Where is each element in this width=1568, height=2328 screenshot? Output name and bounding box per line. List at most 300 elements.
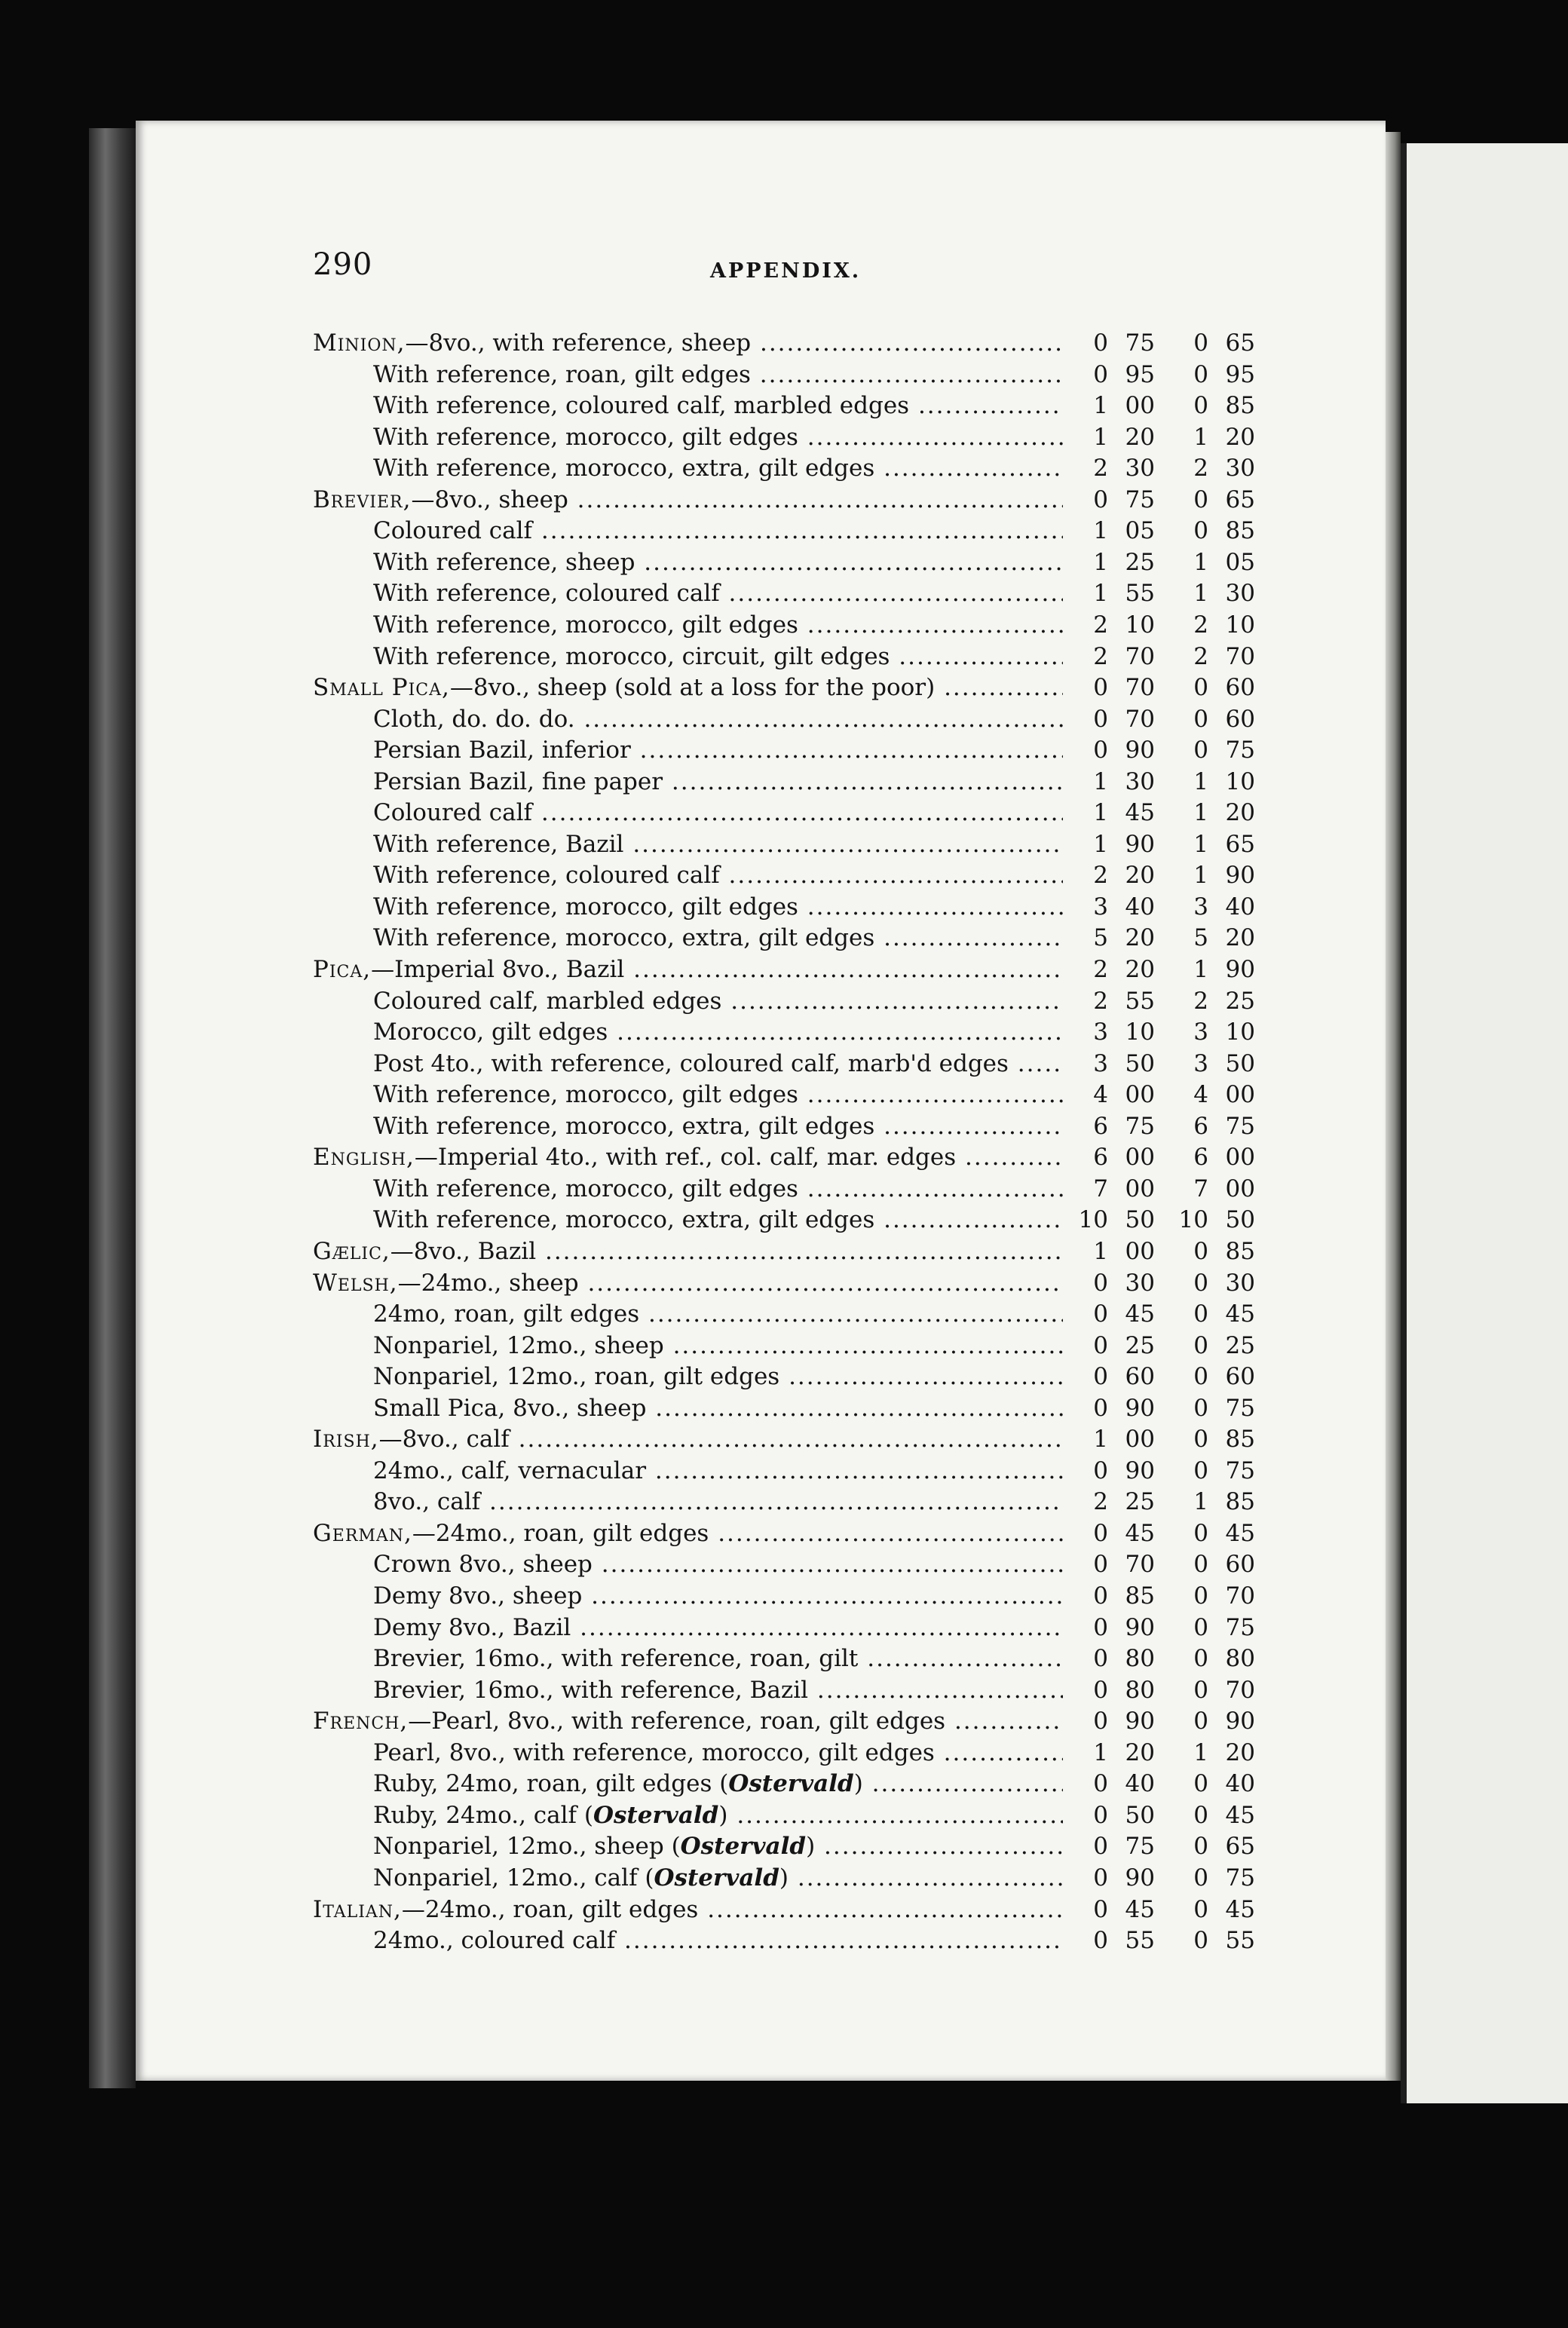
price-cents-2: 00 bbox=[1225, 1144, 1255, 1172]
binding-text: With reference, morocco, extra, gilt edges bbox=[373, 1206, 875, 1234]
item-description bbox=[373, 1111, 1063, 1142]
price-cents-2: 75 bbox=[1225, 1613, 1255, 1641]
price-cents-1: 75 bbox=[1125, 1112, 1155, 1140]
price-cents-1: 90 bbox=[1125, 737, 1155, 764]
price-dollars-1: 0 bbox=[1093, 1457, 1108, 1484]
price-dollars-2: 1 bbox=[1193, 767, 1208, 795]
price-dollars-2: 1 bbox=[1193, 548, 1208, 576]
price-cents-2: 50 bbox=[1225, 1206, 1255, 1234]
price-row bbox=[313, 453, 1278, 484]
price-cents-1: 45 bbox=[1125, 799, 1155, 827]
binding-text: Ruby, 24mo., calf ( bbox=[373, 1801, 593, 1829]
page-number: 290 bbox=[313, 247, 373, 282]
price-dollars-1: 3 bbox=[1093, 1049, 1108, 1077]
price-dollars-1: 6 bbox=[1093, 1144, 1108, 1172]
item-description bbox=[373, 1738, 1063, 1769]
price-cents-2: 75 bbox=[1225, 1112, 1255, 1140]
price-dollars-1: 0 bbox=[1093, 1582, 1108, 1610]
version-heading: Brevier, bbox=[313, 486, 412, 513]
edition-name: Ostervald bbox=[593, 1801, 719, 1829]
price-dollars-1: 2 bbox=[1093, 862, 1108, 890]
binding-text: —Pearl, 8vo., with reference, roan, gilt edges bbox=[408, 1708, 946, 1735]
price-row bbox=[313, 1895, 1278, 1925]
closing-paren: ) bbox=[718, 1801, 728, 1829]
price-row bbox=[313, 1925, 1278, 1956]
price-cents-2: 20 bbox=[1225, 423, 1255, 451]
price-dollars-1: 0 bbox=[1093, 674, 1108, 702]
item-description bbox=[373, 704, 1063, 735]
item-description bbox=[313, 485, 1063, 516]
binding-text: Nonpariel, 12mo., roan, gilt edges bbox=[373, 1363, 780, 1391]
price-cents-1: 80 bbox=[1125, 1645, 1155, 1673]
item-description bbox=[313, 1706, 1063, 1737]
price-dollars-1: 10 bbox=[1078, 1206, 1108, 1234]
price-cents-1: 20 bbox=[1125, 1738, 1155, 1766]
price-row bbox=[313, 954, 1278, 985]
price-row bbox=[313, 1331, 1278, 1362]
binding-text: Ruby, 24mo, roan, gilt edges ( bbox=[373, 1770, 729, 1798]
price-cents-1: 70 bbox=[1125, 674, 1155, 702]
price-cents-2: 45 bbox=[1225, 1519, 1255, 1547]
price-cents-2: 40 bbox=[1225, 893, 1255, 920]
price-cents-2: 85 bbox=[1225, 517, 1255, 545]
price-dollars-2: 2 bbox=[1193, 987, 1208, 1015]
price-row bbox=[313, 672, 1278, 703]
price-dollars-2: 0 bbox=[1193, 1613, 1208, 1641]
price-cents-1: 00 bbox=[1125, 1426, 1155, 1453]
price-row bbox=[313, 422, 1278, 453]
price-dollars-1: 0 bbox=[1093, 1331, 1108, 1359]
price-row bbox=[313, 1017, 1278, 1048]
price-row bbox=[313, 1080, 1278, 1110]
price-cents-1: 10 bbox=[1125, 1018, 1155, 1046]
price-cents-1: 75 bbox=[1125, 1833, 1155, 1861]
item-description bbox=[373, 1174, 1063, 1205]
price-dollars-2: 0 bbox=[1193, 1927, 1208, 1955]
price-cents-2: 95 bbox=[1225, 360, 1255, 388]
binding-text: Coloured calf bbox=[373, 799, 533, 827]
price-dollars-2: 0 bbox=[1193, 1363, 1208, 1391]
item-description bbox=[373, 1393, 1063, 1424]
price-cents-1: 40 bbox=[1125, 1770, 1155, 1798]
price-dollars-1: 0 bbox=[1093, 1927, 1108, 1955]
price-row bbox=[313, 1049, 1278, 1080]
price-row bbox=[313, 1613, 1278, 1643]
price-cents-2: 75 bbox=[1225, 1864, 1255, 1892]
version-heading: French, bbox=[313, 1708, 409, 1735]
price-cents-1: 90 bbox=[1125, 1613, 1155, 1641]
binding-text: —8vo., with reference, sheep bbox=[405, 329, 752, 357]
price-cents-1: 20 bbox=[1125, 862, 1155, 890]
item-description bbox=[373, 1675, 1063, 1706]
binding-text: Crown 8vo., sheep bbox=[373, 1551, 593, 1579]
price-cents-1: 50 bbox=[1125, 1206, 1155, 1234]
price-dollars-2: 0 bbox=[1193, 517, 1208, 545]
version-heading: German, bbox=[313, 1519, 412, 1547]
price-cents-2: 75 bbox=[1225, 1394, 1255, 1422]
price-cents-1: 95 bbox=[1125, 360, 1155, 388]
item-description bbox=[373, 516, 1063, 547]
price-dollars-2: 0 bbox=[1193, 705, 1208, 733]
binding-text: With reference, coloured calf bbox=[373, 580, 720, 608]
price-cents-1: 25 bbox=[1125, 548, 1155, 576]
price-cents-2: 25 bbox=[1225, 1331, 1255, 1359]
price-dollars-1: 2 bbox=[1093, 987, 1108, 1015]
price-row bbox=[313, 642, 1278, 672]
price-cents-1: 05 bbox=[1125, 517, 1155, 545]
price-cents-2: 45 bbox=[1225, 1895, 1255, 1923]
item-description bbox=[313, 954, 1063, 985]
price-cents-2: 20 bbox=[1225, 924, 1255, 952]
binding-text: With reference, morocco, extra, gilt edges bbox=[373, 455, 875, 482]
version-heading: Pica, bbox=[313, 956, 372, 983]
version-heading: Minion, bbox=[313, 329, 406, 357]
price-cents-1: 90 bbox=[1125, 1394, 1155, 1422]
price-cents-1: 55 bbox=[1125, 580, 1155, 608]
price-cents-2: 60 bbox=[1225, 1363, 1255, 1391]
price-dollars-1: 1 bbox=[1093, 1738, 1108, 1766]
price-cents-1: 00 bbox=[1125, 1081, 1155, 1109]
price-row bbox=[313, 1738, 1278, 1769]
price-cents-1: 00 bbox=[1125, 1144, 1155, 1172]
binding-text: 8vo., calf bbox=[373, 1488, 481, 1516]
price-cents-2: 45 bbox=[1225, 1300, 1255, 1328]
price-cents-2: 85 bbox=[1225, 392, 1255, 420]
price-dollars-2: 1 bbox=[1193, 1488, 1208, 1516]
price-cents-2: 05 bbox=[1225, 548, 1255, 576]
price-dollars-1: 2 bbox=[1093, 611, 1108, 639]
price-row bbox=[313, 860, 1278, 891]
price-dollars-2: 0 bbox=[1193, 1895, 1208, 1923]
price-row bbox=[313, 1581, 1278, 1612]
price-cents-2: 30 bbox=[1225, 580, 1255, 608]
price-dollars-2: 0 bbox=[1193, 1833, 1208, 1861]
price-row bbox=[313, 1205, 1278, 1236]
price-cents-2: 60 bbox=[1225, 1551, 1255, 1579]
price-row bbox=[313, 1299, 1278, 1330]
item-description bbox=[373, 1017, 1063, 1048]
price-dollars-1: 1 bbox=[1093, 548, 1108, 576]
price-cents-2: 60 bbox=[1225, 705, 1255, 733]
price-cents-1: 30 bbox=[1125, 767, 1155, 795]
price-cents-2: 30 bbox=[1225, 1269, 1255, 1297]
item-description bbox=[373, 547, 1063, 578]
price-cents-2: 10 bbox=[1225, 767, 1255, 795]
price-dollars-2: 0 bbox=[1193, 1770, 1208, 1798]
price-dollars-1: 0 bbox=[1093, 1676, 1108, 1704]
price-cents-1: 90 bbox=[1125, 1457, 1155, 1484]
price-cents-2: 25 bbox=[1225, 987, 1255, 1015]
price-dollars-2: 0 bbox=[1193, 1394, 1208, 1422]
item-description bbox=[373, 1925, 1063, 1956]
item-description bbox=[313, 328, 1063, 359]
price-dollars-2: 0 bbox=[1193, 737, 1208, 764]
binding-text: With reference, sheep bbox=[373, 548, 635, 576]
price-dollars-1: 1 bbox=[1093, 1237, 1108, 1265]
price-cents-2: 90 bbox=[1225, 1708, 1255, 1735]
price-cents-2: 20 bbox=[1225, 799, 1255, 827]
price-dollars-2: 2 bbox=[1193, 642, 1208, 670]
price-row bbox=[313, 1549, 1278, 1580]
closing-paren: ) bbox=[853, 1770, 863, 1798]
item-description bbox=[313, 672, 1063, 703]
edition-name: Ostervald bbox=[680, 1833, 807, 1861]
item-description bbox=[373, 892, 1063, 923]
price-cents-2: 10 bbox=[1225, 611, 1255, 639]
price-dollars-1: 5 bbox=[1093, 924, 1108, 952]
price-cents-2: 10 bbox=[1225, 1018, 1255, 1046]
price-row bbox=[313, 1643, 1278, 1674]
price-row bbox=[313, 1487, 1278, 1518]
price-row bbox=[313, 547, 1278, 578]
binding-text: With reference, morocco, extra, gilt edges bbox=[373, 1112, 875, 1140]
item-description bbox=[373, 986, 1063, 1017]
price-dollars-1: 0 bbox=[1093, 360, 1108, 388]
binding-text: With reference, morocco, gilt edges bbox=[373, 1175, 798, 1202]
price-dollars-1: 2 bbox=[1093, 455, 1108, 482]
price-cents-1: 75 bbox=[1125, 486, 1155, 513]
item-description bbox=[373, 610, 1063, 641]
binding-text: With reference, roan, gilt edges bbox=[373, 360, 751, 388]
item-description bbox=[373, 860, 1063, 891]
price-dollars-2: 0 bbox=[1193, 1582, 1208, 1610]
price-dollars-2: 1 bbox=[1193, 580, 1208, 608]
price-row bbox=[313, 923, 1278, 954]
price-cents-2: 80 bbox=[1225, 1645, 1255, 1673]
price-row bbox=[313, 1111, 1278, 1142]
item-description bbox=[373, 360, 1063, 391]
item-description bbox=[373, 1549, 1063, 1580]
price-dollars-2: 0 bbox=[1193, 1331, 1208, 1359]
price-cents-1: 50 bbox=[1125, 1801, 1155, 1829]
price-dollars-1: 0 bbox=[1093, 1645, 1108, 1673]
price-cents-1: 20 bbox=[1125, 423, 1155, 451]
binding-text: With reference, coloured calf, marbled edges bbox=[373, 392, 910, 420]
price-dollars-2: 0 bbox=[1193, 329, 1208, 357]
price-row bbox=[313, 798, 1278, 829]
price-cents-1: 70 bbox=[1125, 642, 1155, 670]
item-description bbox=[373, 1831, 1063, 1862]
price-cents-2: 40 bbox=[1225, 1770, 1255, 1798]
price-dollars-1: 3 bbox=[1093, 1018, 1108, 1046]
price-cents-1: 45 bbox=[1125, 1300, 1155, 1328]
price-cents-1: 40 bbox=[1125, 893, 1155, 920]
binding-text: —8vo., Bazil bbox=[390, 1237, 537, 1265]
item-description bbox=[373, 1643, 1063, 1674]
price-cents-2: 20 bbox=[1225, 1738, 1255, 1766]
price-cents-1: 70 bbox=[1125, 1551, 1155, 1579]
price-cents-2: 60 bbox=[1225, 674, 1255, 702]
item-description bbox=[373, 1299, 1063, 1330]
price-dollars-2: 7 bbox=[1193, 1175, 1208, 1202]
price-dollars-2: 0 bbox=[1193, 1457, 1208, 1484]
price-dollars-1: 1 bbox=[1093, 580, 1108, 608]
binding-text: Coloured calf bbox=[373, 517, 533, 545]
price-cents-2: 70 bbox=[1225, 1676, 1255, 1704]
price-cents-1: 90 bbox=[1125, 830, 1155, 858]
price-cents-2: 30 bbox=[1225, 455, 1255, 482]
item-description bbox=[373, 1863, 1063, 1894]
item-description bbox=[373, 1331, 1063, 1362]
price-dollars-1: 0 bbox=[1093, 1708, 1108, 1735]
price-cents-2: 00 bbox=[1225, 1081, 1255, 1109]
price-cents-1: 45 bbox=[1125, 1519, 1155, 1547]
price-dollars-2: 0 bbox=[1193, 1551, 1208, 1579]
item-description bbox=[373, 1456, 1063, 1487]
price-row bbox=[313, 485, 1278, 516]
price-dollars-2: 1 bbox=[1193, 799, 1208, 827]
binding-text: Demy 8vo., Bazil bbox=[373, 1613, 571, 1641]
price-row bbox=[313, 735, 1278, 766]
running-head: APPENDIX. bbox=[710, 259, 862, 283]
price-dollars-1: 0 bbox=[1093, 1363, 1108, 1391]
price-dollars-2: 1 bbox=[1193, 956, 1208, 983]
price-dollars-1: 0 bbox=[1093, 705, 1108, 733]
price-cents-1: 00 bbox=[1125, 392, 1155, 420]
price-dollars-1: 6 bbox=[1093, 1112, 1108, 1140]
binding-text: —24mo., roan, gilt edges bbox=[401, 1895, 699, 1923]
price-cents-1: 20 bbox=[1125, 924, 1155, 952]
binding-text: 24mo., coloured calf bbox=[373, 1927, 616, 1955]
item-description bbox=[373, 1581, 1063, 1612]
binding-text: Cloth, do. do. do. bbox=[373, 705, 575, 733]
price-dollars-2: 1 bbox=[1193, 862, 1208, 890]
price-dollars-1: 1 bbox=[1093, 392, 1108, 420]
price-dollars-2: 2 bbox=[1193, 611, 1208, 639]
item-description bbox=[373, 798, 1063, 829]
item-description bbox=[373, 422, 1063, 453]
binding-text: —Imperial 4to., with ref., col. calf, mar. edges bbox=[414, 1144, 957, 1172]
version-heading: Small Pica, bbox=[313, 674, 450, 702]
price-dollars-2: 0 bbox=[1193, 1426, 1208, 1453]
closing-paren: ) bbox=[806, 1833, 816, 1861]
item-description bbox=[313, 1518, 1063, 1549]
price-row bbox=[313, 1142, 1278, 1173]
binding-text: Morocco, gilt edges bbox=[373, 1018, 608, 1046]
price-dollars-2: 0 bbox=[1193, 360, 1208, 388]
price-dollars-1: 1 bbox=[1093, 799, 1108, 827]
price-dollars-2: 0 bbox=[1193, 1237, 1208, 1265]
price-cents-1: 55 bbox=[1125, 987, 1155, 1015]
price-row bbox=[313, 1174, 1278, 1205]
price-cents-1: 80 bbox=[1125, 1676, 1155, 1704]
price-cents-1: 25 bbox=[1125, 1488, 1155, 1516]
price-dollars-2: 3 bbox=[1193, 1018, 1208, 1046]
price-row bbox=[313, 1456, 1278, 1487]
price-cents-2: 45 bbox=[1225, 1801, 1255, 1829]
price-cents-1: 30 bbox=[1125, 1269, 1155, 1297]
item-description bbox=[373, 1080, 1063, 1110]
price-dollars-1: 0 bbox=[1093, 1300, 1108, 1328]
price-dollars-1: 0 bbox=[1093, 737, 1108, 764]
price-dollars-1: 0 bbox=[1093, 1833, 1108, 1861]
price-row bbox=[313, 767, 1278, 798]
binding-text: Coloured calf, marbled edges bbox=[373, 987, 722, 1015]
price-cents-1: 60 bbox=[1125, 1363, 1155, 1391]
price-dollars-2: 0 bbox=[1193, 1269, 1208, 1297]
binding-text: Nonpariel, 12mo., sheep ( bbox=[373, 1833, 681, 1861]
price-row bbox=[313, 1236, 1278, 1267]
price-cents-2: 70 bbox=[1225, 642, 1255, 670]
price-cents-2: 65 bbox=[1225, 486, 1255, 513]
price-dollars-1: 0 bbox=[1093, 1551, 1108, 1579]
item-description bbox=[313, 1268, 1063, 1299]
binding-text: 24mo, roan, gilt edges bbox=[373, 1300, 640, 1328]
price-dollars-2: 0 bbox=[1193, 1300, 1208, 1328]
binding-text: —8vo., calf bbox=[378, 1426, 510, 1453]
binding-text: Nonpariel, 12mo., sheep bbox=[373, 1331, 664, 1359]
binding-text: —24mo., roan, gilt edges bbox=[412, 1519, 709, 1547]
binding-text: With reference, morocco, gilt edges bbox=[373, 893, 798, 920]
price-cents-2: 65 bbox=[1225, 329, 1255, 357]
price-dollars-2: 4 bbox=[1193, 1081, 1208, 1109]
price-dollars-2: 1 bbox=[1193, 830, 1208, 858]
price-row bbox=[313, 1831, 1278, 1862]
binding-text: 24mo., calf, vernacular bbox=[373, 1457, 647, 1484]
price-dollars-1: 0 bbox=[1093, 1864, 1108, 1892]
binding-text: —8vo., sheep (sold at a loss for the poor) bbox=[449, 674, 936, 702]
binding-text: With reference, morocco, gilt edges bbox=[373, 1081, 798, 1109]
price-dollars-2: 6 bbox=[1193, 1112, 1208, 1140]
price-dollars-1: 0 bbox=[1093, 1613, 1108, 1641]
version-heading: Welsh, bbox=[313, 1269, 398, 1297]
price-cents-2: 85 bbox=[1225, 1488, 1255, 1516]
price-cents-2: 65 bbox=[1225, 830, 1255, 858]
price-cents-2: 00 bbox=[1225, 1175, 1255, 1202]
item-description bbox=[313, 1142, 1063, 1173]
price-cents-2: 85 bbox=[1225, 1426, 1255, 1453]
price-cents-2: 65 bbox=[1225, 1833, 1255, 1861]
price-dollars-1: 0 bbox=[1093, 486, 1108, 513]
price-dollars-1: 0 bbox=[1093, 1519, 1108, 1547]
price-dollars-2: 0 bbox=[1193, 1801, 1208, 1829]
price-row bbox=[313, 892, 1278, 923]
price-cents-2: 75 bbox=[1225, 737, 1255, 764]
price-dollars-1: 1 bbox=[1093, 1426, 1108, 1453]
price-row bbox=[313, 578, 1278, 609]
price-row bbox=[313, 704, 1278, 735]
item-description bbox=[373, 453, 1063, 484]
price-row bbox=[313, 1769, 1278, 1800]
binding-text: Brevier, 16mo., with reference, Bazil bbox=[373, 1676, 809, 1704]
price-dollars-1: 1 bbox=[1093, 767, 1108, 795]
price-cents-1: 45 bbox=[1125, 1895, 1155, 1923]
item-description bbox=[313, 1424, 1063, 1455]
price-cents-1: 90 bbox=[1125, 1708, 1155, 1735]
price-row bbox=[313, 986, 1278, 1017]
price-dollars-1: 1 bbox=[1093, 423, 1108, 451]
item-description bbox=[313, 1895, 1063, 1925]
version-heading: English, bbox=[313, 1144, 415, 1172]
binding-text: Post 4to., with reference, coloured calf, marb'd edges bbox=[373, 1049, 1009, 1077]
binding-text: —Imperial 8vo., Bazil bbox=[371, 956, 625, 983]
price-row bbox=[313, 1800, 1278, 1831]
price-dollars-1: 0 bbox=[1093, 1269, 1108, 1297]
version-heading: Gælic, bbox=[313, 1237, 390, 1265]
item-description bbox=[373, 1049, 1063, 1080]
item-description bbox=[373, 1769, 1063, 1800]
binding-text: Pearl, 8vo., with reference, morocco, gilt edges bbox=[373, 1738, 935, 1766]
price-cents-1: 70 bbox=[1125, 705, 1155, 733]
price-dollars-2: 2 bbox=[1193, 455, 1208, 482]
price-cents-2: 90 bbox=[1225, 862, 1255, 890]
price-row bbox=[313, 1675, 1278, 1706]
binding-text: —24mo., sheep bbox=[397, 1269, 579, 1297]
binding-text: Small Pica, 8vo., sheep bbox=[373, 1394, 647, 1422]
item-description bbox=[373, 1362, 1063, 1392]
price-dollars-1: 2 bbox=[1093, 1488, 1108, 1516]
price-row bbox=[313, 1393, 1278, 1424]
